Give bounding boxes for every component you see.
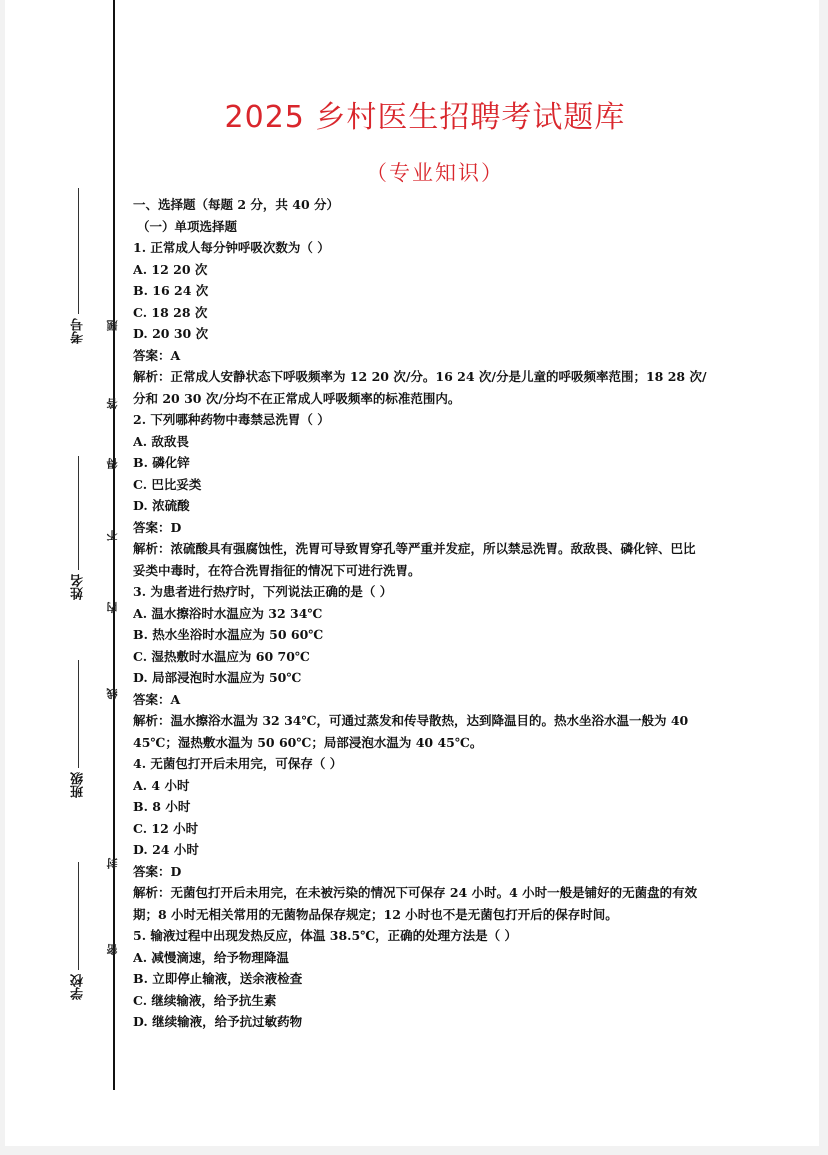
seal-char: 不 [106, 530, 119, 541]
option: C. 18 28 次 [133, 304, 208, 320]
option: C. 继续输液，给予抗生素 [133, 992, 277, 1008]
section-heading: 一、选择题（每题 2 分，共 40 分） [133, 197, 340, 212]
page-title: 2025 乡村医生招聘考试题库 [224, 100, 626, 135]
option: C. 12 小时 [133, 820, 199, 836]
question-stem: 1. 正常成人每分钟呼吸次数为（ ） [133, 240, 330, 255]
seal-line-text [105, 320, 123, 970]
explanation: 解析：正常成人安静状态下呼吸频率为 12 20 次/分。16 24 次/分是儿童的呼吸频率范围；18 28 次/分和 20 30 次/分均不在正常成人呼吸频率的标准范围内。 [133, 369, 707, 406]
exam-page [5, 0, 819, 1146]
option: B. 16 24 次 [133, 283, 209, 298]
option: A. 减慢滴速，给予物理降温 [133, 949, 289, 965]
option: D. 继续输液，给予抗过敏药物 [133, 1014, 303, 1029]
explanation: 解析：无菌包打开后未用完，在未被污染的情况下可保存 24 小时。4 小时一般是铺好的无菌盘的有效期；8 小时无相关常用的无菌物品保存规定；12 小时也不是无菌包打开后的保存时间。 [133, 885, 698, 922]
question-list [133, 194, 707, 1033]
fill-line [78, 660, 79, 768]
option: D. 浓硫酸 [133, 498, 190, 513]
answer: 答案：A [133, 691, 181, 707]
option: B. 8 小时 [133, 799, 191, 814]
explanation: 解析：浓硫酸具有强腐蚀性，洗胃可导致胃穿孔等严重并发症，所以禁忌洗胃。敌敌畏、磷化锌、巴比妥类中毒时，在符合洗胃指征的情况下可进行洗胃。 [133, 541, 696, 578]
option: B. 热水坐浴时水温应为 50 60℃ [133, 627, 324, 642]
section-subheading: （一）单项选择题 [137, 218, 238, 234]
side-field-name [67, 456, 89, 600]
option: C. 巴比妥类 [133, 476, 202, 492]
seal-char: 线 [106, 688, 119, 699]
question-stem: 3. 为患者进行热疗时，下列说法正确的是（ ） [133, 584, 393, 599]
option: B. 立即停止输液，送余液检查 [133, 971, 303, 986]
side-field-label: 学校 [70, 974, 86, 1000]
option: D. 局部浸泡时水温应为 50℃ [133, 670, 302, 685]
seal-char: 答 [106, 398, 119, 409]
option: D. 24 小时 [133, 842, 199, 857]
page-subtitle: （专业知识） [366, 161, 504, 185]
fill-line [78, 188, 79, 314]
fill-line [78, 456, 79, 570]
side-field-school [67, 862, 89, 1000]
seal-char: 题 [106, 320, 119, 331]
option: B. 磷化锌 [133, 455, 190, 470]
seal-char: 密 [106, 944, 119, 955]
seal-char: 封 [106, 858, 119, 869]
side-field-label: 考号 [70, 318, 86, 344]
option: C. 湿热敷时水温应为 60 70℃ [133, 648, 310, 664]
question-stem: 2. 下列哪种药物中毒禁忌洗胃（ ） [133, 412, 330, 427]
side-field-exam-number [67, 188, 89, 344]
seal-char: 得 [106, 458, 119, 469]
answer: 答案：D [133, 863, 182, 879]
option: A. 敌敌畏 [133, 433, 189, 449]
option: A. 4 小时 [133, 777, 190, 793]
answer: 答案：D [133, 519, 182, 535]
side-field-label: 班级 [70, 772, 86, 798]
question-stem: 4. 无菌包打开后未用完，可保存（ ） [133, 756, 343, 771]
option: A. 12 20 次 [133, 261, 208, 277]
seal-char: 内 [106, 602, 119, 613]
answer: 答案：A [133, 347, 181, 363]
explanation: 解析：温水擦浴水温为 32 34℃，可通过蒸发和传导散热，达到降温目的。热水坐浴水温一般为 40 45℃；湿热敷水温为 50 60℃；局部浸泡水温为 40 45℃。 [133, 713, 689, 750]
question-stem: 5. 输液过程中出现发热反应，体温 38.5℃，正确的处理方法是（ ） [133, 928, 518, 943]
option: A. 温水擦浴时水温应为 32 34℃ [133, 605, 323, 621]
side-field-class [67, 660, 89, 798]
option: D. 20 30 次 [133, 326, 209, 341]
side-field-label: 姓名 [70, 574, 86, 600]
fill-line [78, 862, 79, 970]
